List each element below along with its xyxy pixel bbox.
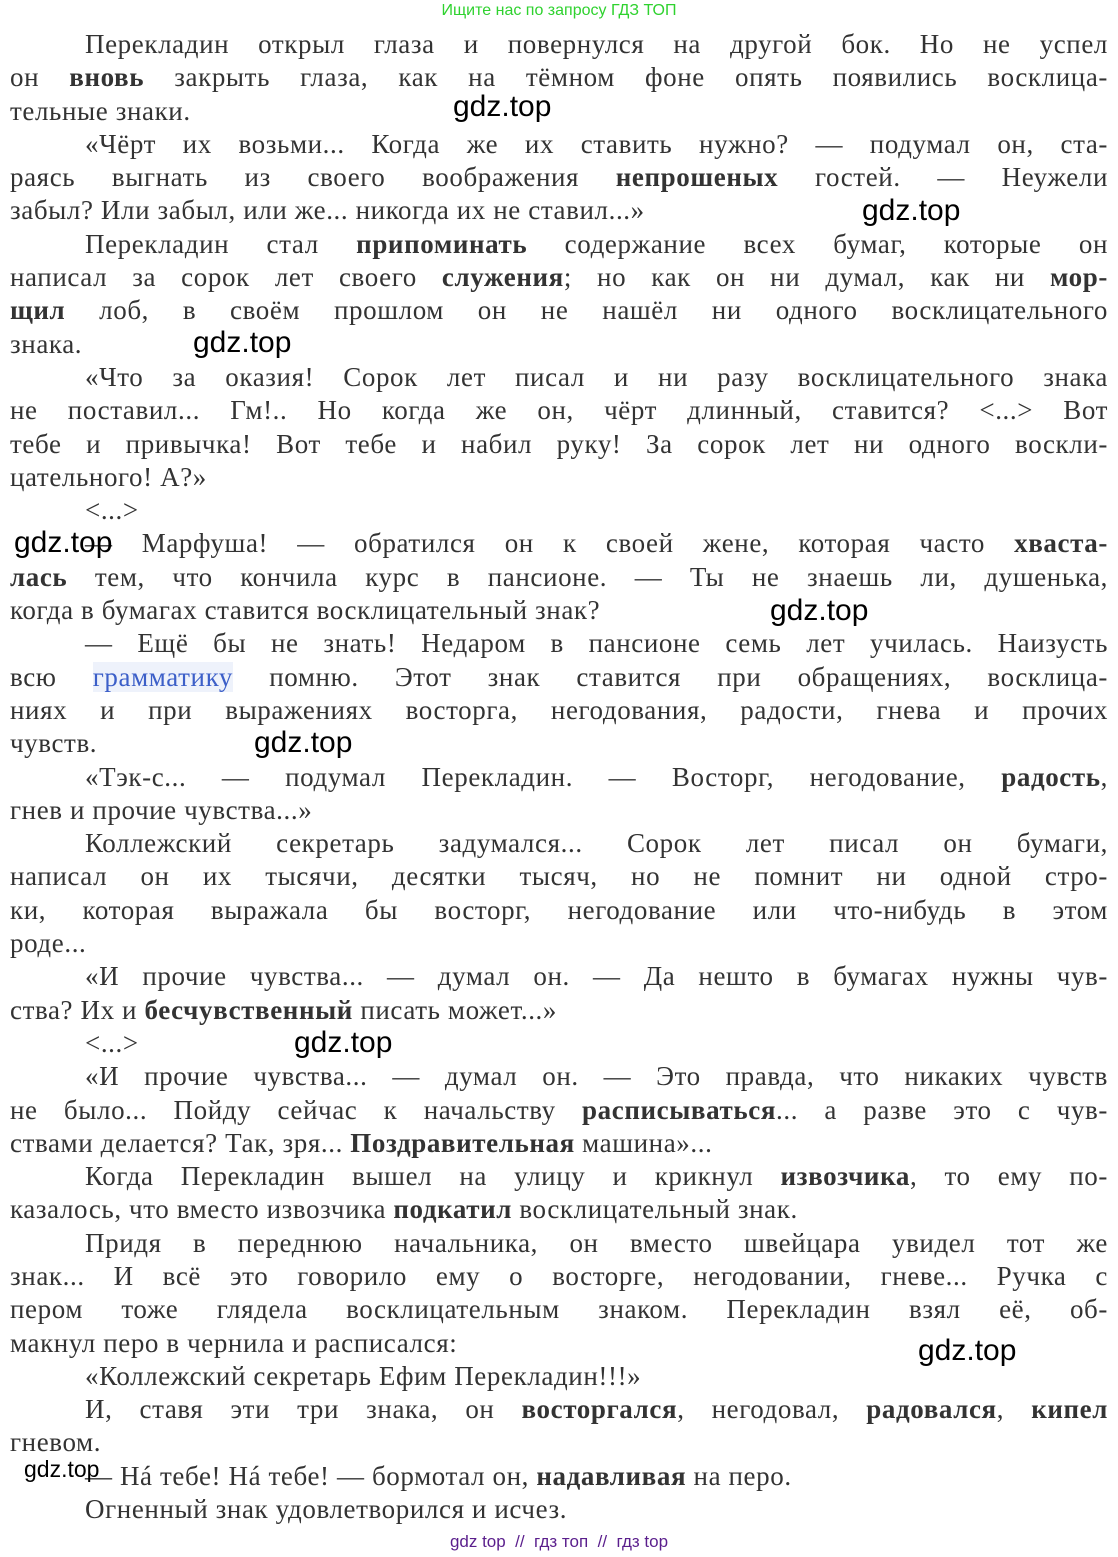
watermark: gdz.top — [770, 594, 869, 627]
text-run: помню. Этот знак ставится при обращениях, восклица- — [233, 661, 1108, 692]
watermark: gdz.top — [193, 326, 292, 359]
text-line — [10, 228, 1108, 261]
text-line — [10, 1426, 1108, 1459]
bold-word: припоминать — [356, 228, 528, 259]
bold-word: радость — [1001, 761, 1101, 792]
text-run: Перекладин стал — [85, 228, 357, 259]
bold-word: восторгался — [521, 1394, 678, 1425]
text-line — [10, 627, 1108, 660]
text-run: восклицательный знак. — [512, 1194, 798, 1225]
text-line — [10, 1127, 1108, 1160]
text-run: Огненный знак удовлетворился и исчез. — [85, 1494, 568, 1525]
text-line — [10, 294, 1108, 327]
bold-word: извозчика — [780, 1161, 910, 1192]
text-line — [10, 727, 1108, 760]
bold-word: непрошеных — [615, 162, 779, 193]
bold-word: мор- — [1050, 262, 1108, 293]
text-run: не было... Пойду сейчас к начальству — [10, 1094, 583, 1125]
text-run: чувств. — [10, 728, 98, 759]
text-line — [10, 860, 1108, 893]
watermark: gdz.top — [453, 90, 552, 123]
text-run: когда в бумагах ставится восклицательный знак? — [10, 595, 601, 626]
text-run: — Марфуша! — обратился он к своей жене, которая часто — [85, 528, 1015, 559]
watermark: gdz.top — [862, 194, 961, 227]
text-line — [10, 527, 1108, 560]
bold-word: хваста- — [1014, 528, 1108, 559]
text-run: ствами делается? Так, зря... — [10, 1127, 351, 1158]
text-line — [10, 394, 1108, 427]
text-line — [10, 28, 1108, 61]
text-run: <...> — [85, 495, 139, 526]
text-run: гнев и прочие чувства...» — [10, 794, 313, 825]
text-run: <...> — [85, 1027, 139, 1058]
text-line — [10, 1193, 1108, 1226]
watermark: gdz.top — [294, 1026, 393, 1059]
text-run: написал он их тысячи, десятки тысяч, но не помнит ни одной стро- — [10, 861, 1108, 892]
text-line — [10, 1160, 1108, 1193]
text-line — [10, 361, 1108, 394]
bold-word: расписываться — [582, 1094, 777, 1125]
text-run: Перекладин открыл глаза и повернулся на другой бок. Но не успел — [85, 29, 1108, 59]
text-run: , — [1100, 761, 1108, 792]
text-line — [10, 1260, 1108, 1293]
bold-word: лась — [10, 561, 68, 592]
bold-word: Поздравительная — [350, 1127, 575, 1158]
bold-word: кипел — [1031, 1394, 1108, 1425]
bold-word: служения — [441, 262, 564, 293]
text-line — [10, 494, 1108, 527]
text-run: написал за сорок лет своего — [10, 262, 442, 293]
text-line — [10, 960, 1108, 993]
footer-links[interactable]: gdz top // гдз топ // гдз top — [449, 1532, 669, 1551]
text-run: , то ему по- — [909, 1161, 1108, 1192]
bold-word: бесчувственный — [144, 994, 353, 1025]
text-line — [10, 1094, 1108, 1127]
text-run: ниях и при выражениях восторга, негодования, радости, гнева и прочих — [10, 694, 1108, 725]
text-line — [10, 1493, 1108, 1526]
text-run: макнул перо в чернила и расписался: — [10, 1327, 458, 1358]
text-run: забыл? Или забыл, или же... никогда их не ставил...» — [10, 195, 645, 226]
watermark: gdz.top — [254, 726, 353, 759]
text-line — [10, 1460, 1108, 1493]
text-run: машина»... — [574, 1127, 713, 1158]
text-run: не поставил... Гм!.. Но когда же он, чёрт длинный, ставится? <...> Вот — [10, 395, 1108, 426]
text-run: гневом. — [10, 1427, 102, 1458]
text-run: всю — [10, 661, 93, 692]
text-run: «И прочие чувства... — думал он. — Это правда, что никаких чувств — [85, 1061, 1108, 1092]
text-run: пером тоже глядела восклицательным знаком. Перекладин взял её, об- — [10, 1294, 1108, 1325]
bold-word: щил — [10, 295, 66, 326]
text-run: цательного! А?» — [10, 461, 207, 492]
text-line — [10, 95, 1108, 128]
text-run: «Чёрт их возьми... Когда же их ставить нужно? — подумал он, ста- — [85, 128, 1108, 159]
text-run: роде... — [10, 928, 87, 959]
text-line — [10, 261, 1108, 294]
text-line — [10, 761, 1108, 794]
bold-word: надавливая — [536, 1460, 687, 1491]
watermark: gdz.top — [918, 1334, 1017, 1367]
watermark: gdz.top — [24, 1456, 100, 1482]
text-line — [10, 328, 1108, 361]
text-line — [10, 561, 1108, 594]
text-line — [10, 594, 1108, 627]
text-line — [10, 661, 1108, 694]
text-line — [10, 128, 1108, 161]
text-line — [10, 994, 1108, 1027]
text-run: знак... И всё это говорило ему о восторге, негодовании, гневе... Ручка с — [10, 1260, 1108, 1291]
text-run: — Ещё бы не знать! Недаром в пансионе семь лет училась. Наизусть — [85, 628, 1108, 659]
watermark: gdz.top — [14, 526, 113, 559]
text-run: Коллежский секретарь задумался... Сорок лет писал он бумаги, — [85, 828, 1108, 859]
text-run: Придя в переднюю начальника, он вместо швейцара увидел тот же — [85, 1227, 1108, 1258]
search-banner: Ищите нас по запросу ГДЗ ТОП — [441, 2, 677, 19]
text-run: содержание всех бумаг, которые он — [527, 228, 1108, 259]
text-line — [10, 61, 1108, 94]
text-run: «Коллежский секретарь Ефим Перекладин!!!» — [85, 1360, 642, 1391]
grammar-link[interactable]: грамматику — [92, 661, 234, 692]
text-line — [10, 461, 1108, 494]
text-run: казалось, что вместо извозчика — [10, 1194, 394, 1225]
text-run: «Тэк-с... — подумал Перекладин. — Восторг, негодование, — [85, 761, 1002, 792]
text-run: , негодовал, — [677, 1394, 867, 1425]
text-line — [10, 1027, 1108, 1060]
text-line — [10, 161, 1108, 194]
text-line — [10, 428, 1108, 461]
text-run: закрыть глаза, как на тёмном фоне опять появились восклица- — [144, 62, 1108, 93]
text-line — [10, 1393, 1108, 1426]
text-run: гостей. — Неужели — [778, 162, 1108, 193]
text-run: Когда Перекладин вышел на улицу и крикнул — [85, 1161, 781, 1192]
text-line — [10, 1060, 1108, 1093]
text-run: раясь выгнать из своего воображения — [10, 162, 616, 193]
bold-word: подкатил — [393, 1194, 513, 1225]
text-run: писать может...» — [352, 994, 557, 1025]
text-line — [10, 827, 1108, 860]
bold-word: радовался — [866, 1394, 997, 1425]
text-run: — Нá тебе! Нá тебе! — бормотал он, — [85, 1460, 537, 1491]
text-run: тем, что кончила курс в пансионе. — Ты не знаешь ли, душенька, — [67, 561, 1108, 592]
text-run: «И прочие чувства... — думал он. — Да нешто в бумагах нужны чув- — [85, 961, 1108, 992]
text-run: знака. — [10, 328, 83, 359]
text-run: «Что за оказия! Сорок лет писал и ни разу восклицательного знака — [85, 361, 1108, 392]
text-line — [10, 694, 1108, 727]
document-text — [10, 28, 1108, 1526]
text-run: ... а разве это с чув- — [776, 1094, 1108, 1125]
text-run: И, ставя эти три знака, он — [85, 1394, 522, 1425]
text-run: на перо. — [686, 1460, 792, 1491]
text-run: лоб, в своём прошлом он не нашёл ни одного восклицательного — [65, 295, 1108, 326]
text-run: ки, которая выражала бы восторг, негодование или что-нибудь в этом — [10, 894, 1108, 925]
text-run: тельные знаки. — [10, 95, 191, 126]
text-run: он — [10, 62, 70, 93]
bold-word: вновь — [69, 62, 145, 93]
text-run: ; но как он ни думал, как ни — [563, 262, 1051, 293]
text-line — [10, 1293, 1108, 1326]
text-run: тебе и привычка! Вот тебе и набил руку! За сорок лет ни одного воскли- — [10, 428, 1108, 459]
text-line — [10, 1227, 1108, 1260]
text-line — [10, 927, 1108, 960]
text-run: ства? Их и — [10, 994, 145, 1025]
text-line — [10, 894, 1108, 927]
text-run: , — [996, 1394, 1032, 1425]
text-line — [10, 794, 1108, 827]
